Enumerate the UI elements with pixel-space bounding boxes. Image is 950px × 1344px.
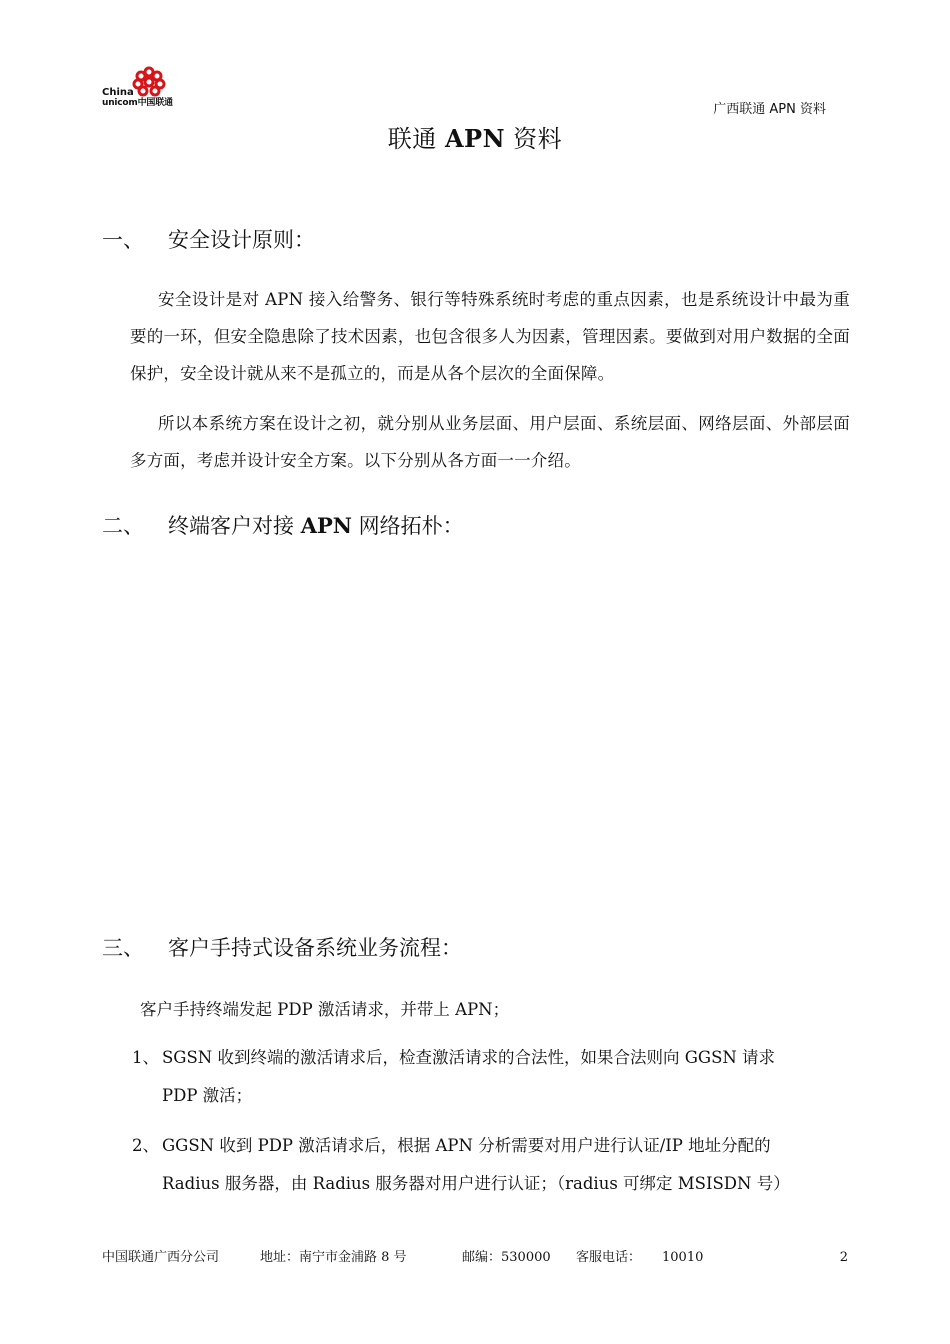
header-doc-label: 广西联通 APN 资料 bbox=[713, 102, 826, 117]
section-heading-3: 三、 客户手持式设备系统业务流程： bbox=[102, 936, 462, 960]
page-title: 联通 APN 资料 bbox=[387, 124, 563, 153]
footer-hotline: 10010 bbox=[662, 1250, 704, 1265]
section1-paragraph-1: 安全设计是对 APN 接入给警务、银行等特殊系统时考虑的重点因素，也是系统设计中最为重要的一环，但安全隐患除了技术因素，也包含很多人为因素，管理因素。要做到对用户数据的全面保护，安全设计就从来不是孤立的，而是从各个层次的全面保障。 bbox=[130, 290, 850, 383]
footer-address: 地址：南宁市金浦路 8 号 bbox=[260, 1250, 407, 1265]
flow-intro: 客户手持终端发起 PDP 激活请求，并带上 APN； bbox=[140, 1000, 510, 1019]
footer-company: 中国联通广西分公司 bbox=[102, 1250, 220, 1265]
footer-hotline-label: 客服电话： bbox=[576, 1250, 642, 1265]
footer-postcode: 邮编：530000 bbox=[462, 1250, 551, 1265]
section-heading-1: 一、 安全设计原则： bbox=[102, 228, 315, 252]
section1-paragraph-2: 所以本系统方案在设计之初，就分别从业务层面、用户层面、系统层面、网络层面、外部层面多方面，考虑并设计安全方案。以下分别从各方面一一介绍。 bbox=[130, 414, 850, 470]
china-unicom-logo bbox=[100, 66, 180, 112]
flow-step-2: 2、 GGSN 收到 PDP 激活请求后，根据 APN 分析需要对用户进行认证/IP 地址分配的 Radius 服务器，由 Radius 服务器对用户进行认证；（radius 可绑定 MSISDN 号） bbox=[132, 1136, 790, 1193]
logo-wordmark: China unicom中国联通 bbox=[102, 87, 173, 108]
flow-step-1: 1、 SGSN 收到终端的激活请求后，检查激活请求的合法性，如果合法则向 GGSN 请求 PDP 激活； bbox=[132, 1048, 776, 1105]
section-heading-2: 二、 终端客户对接 APN 网络拓朴： bbox=[102, 513, 464, 538]
page-number: 2 bbox=[839, 1250, 848, 1265]
